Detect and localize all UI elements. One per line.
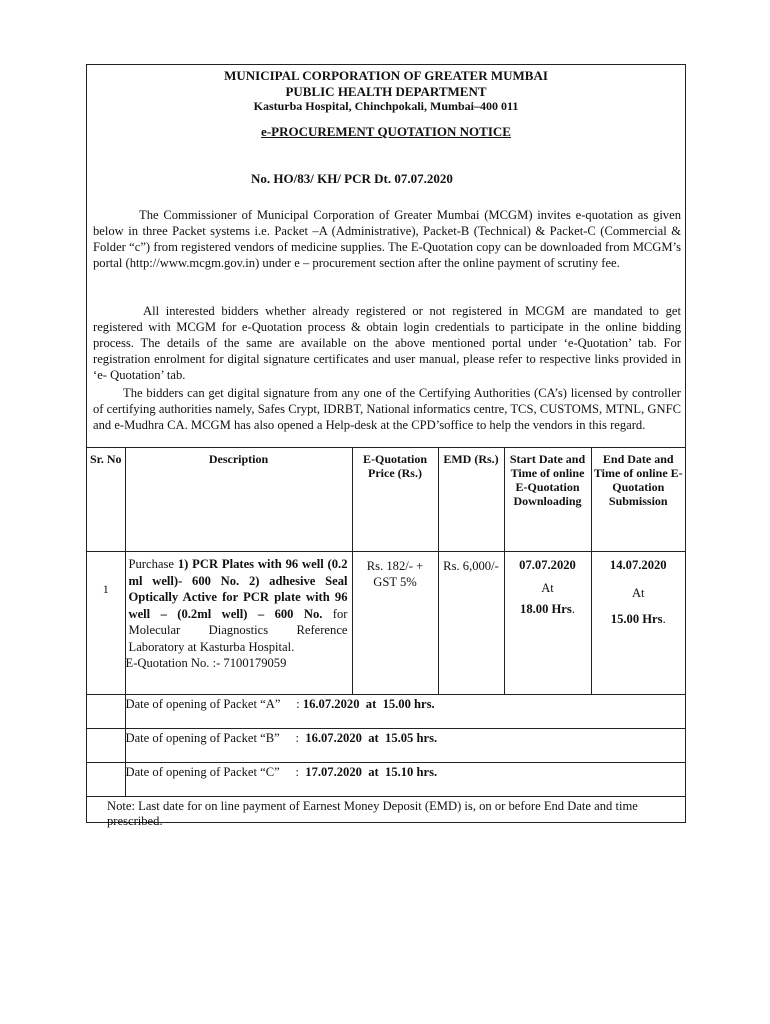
- opening-c-label: Date of opening of Packet “C” :: [125, 765, 306, 779]
- org-name: MUNICIPAL CORPORATION OF GREATER MUMBAI: [224, 68, 548, 83]
- reference-number: No. HO/83/ KH/ PCR Dt. 07.07.2020: [251, 171, 453, 186]
- opening-packet-c: [125, 763, 685, 797]
- opening-row-b: [87, 729, 685, 763]
- end-dot: .: [662, 612, 666, 626]
- table-header-row: [87, 448, 685, 552]
- row-emd: Rs. 6,000/-: [438, 552, 504, 695]
- table-row: [87, 552, 685, 695]
- opening-row-c: [87, 763, 685, 797]
- header-description: Description: [125, 448, 352, 552]
- start-dot: .: [571, 602, 575, 616]
- opening-a-label: Date of opening of Packet “A” :: [125, 697, 303, 711]
- desc-prefix: Purchase: [128, 557, 178, 571]
- quotation-table: [87, 447, 685, 831]
- start-time: 18.00 Hrs: [520, 602, 572, 616]
- notice-title: e-PROCUREMENT QUOTATION NOTICE: [261, 124, 511, 139]
- opening-row-a: [87, 695, 685, 729]
- paragraph-registration: All interested bidders whether already registered or not registered in MCGM are mandated to get registered with MCGM for e-Quotation process & obtain login credentials to participate in the online bidding process. The details of the same are available on the above mentioned portal under ‘e-Quotation’ tab. For registration enrolment for digital signature certificates and user manual, please refer to respective links provided in ‘e- Quotation’ tab.: [93, 304, 681, 382]
- department-name: PUBLIC HEALTH DEPARTMENT: [285, 84, 487, 99]
- start-at: At: [541, 581, 554, 595]
- end-date: 14.07.2020: [609, 558, 667, 572]
- header-end-date: End Date and Time of online E-Quotation Submission: [591, 448, 685, 552]
- paragraph-intro: The Commissioner of Municipal Corporation of Greater Mumbai (MCGM) invites e-quotation as given below in three Packet systems i.e. Packet –A (Administrative), Packet-B (Technical) & Packet-C (Commercial & Folder “c”) from registered vendors of medicine supplies. The E-Quotation copy can be downloaded from MCGM’s portal (http://www.mcgm.gov.in) under e – procurement section after the online payment of scrutiny fee.: [93, 208, 681, 270]
- opening-a-value: 16.07.2020 at 15.00 hrs.: [302, 697, 435, 711]
- paragraph-digital-signature: The bidders can get digital signature from any one of the Certifying Authorities (CA’s) licensed by controller of certifying authorities namely, Safes Crypt, IDRBT, National informatics centre, TCS, CUSTOMS, MTNL, GNFC and e-Mudhra CA. MCGM has also opened a Help-desk at the CPD’soffice to help the vendors in this regard.: [93, 386, 681, 432]
- opening-c-value: 17.07.2020 at 15.10 hrs.: [305, 765, 438, 779]
- row-start: [504, 552, 591, 695]
- note-row: [87, 797, 685, 832]
- address: Kasturba Hospital, Chinchpokali, Mumbai–400 011: [253, 99, 519, 113]
- header-price: E-Quotation Price (Rs.): [352, 448, 438, 552]
- notice-document: [86, 64, 686, 828]
- desc-items: 1) PCR Plates with 96 well (0.2 ml well)- 600 No. 2) adhesive Seal Optically Active for PCR plate with 96 well – (0.2ml well) – 600 No.: [128, 557, 348, 621]
- header-sr-no: Sr. No: [87, 448, 125, 552]
- row-description: [125, 552, 352, 695]
- header-start-date: Start Date and Time of online E-Quotation Downloading: [504, 448, 591, 552]
- opening-b-value: 16.07.2020 at 15.05 hrs.: [305, 731, 438, 745]
- opening-packet-a: [125, 695, 685, 729]
- desc-purpose: for Molecular Diagnostics Reference Laboratory at Kasturba Hospital.: [128, 606, 348, 654]
- opening-packet-b: [125, 729, 685, 763]
- row-price: Rs. 182/- + GST 5%: [352, 552, 438, 695]
- row-end: [591, 552, 685, 695]
- start-date: 07.07.2020: [519, 558, 576, 572]
- opening-b-label: Date of opening of Packet “B” :: [125, 731, 306, 745]
- emd-note: Note: Last date for on line payment of Earnest Money Deposit (EMD) is, on or before End Date and time prescribed.: [87, 797, 685, 832]
- row-sr-no: 1: [87, 552, 125, 695]
- header-emd: EMD (Rs.): [438, 448, 504, 552]
- quotation-number: E-Quotation No. :- 7100179059: [125, 656, 287, 670]
- end-time: 15.00 Hrs: [610, 612, 663, 626]
- end-at: At: [631, 586, 645, 600]
